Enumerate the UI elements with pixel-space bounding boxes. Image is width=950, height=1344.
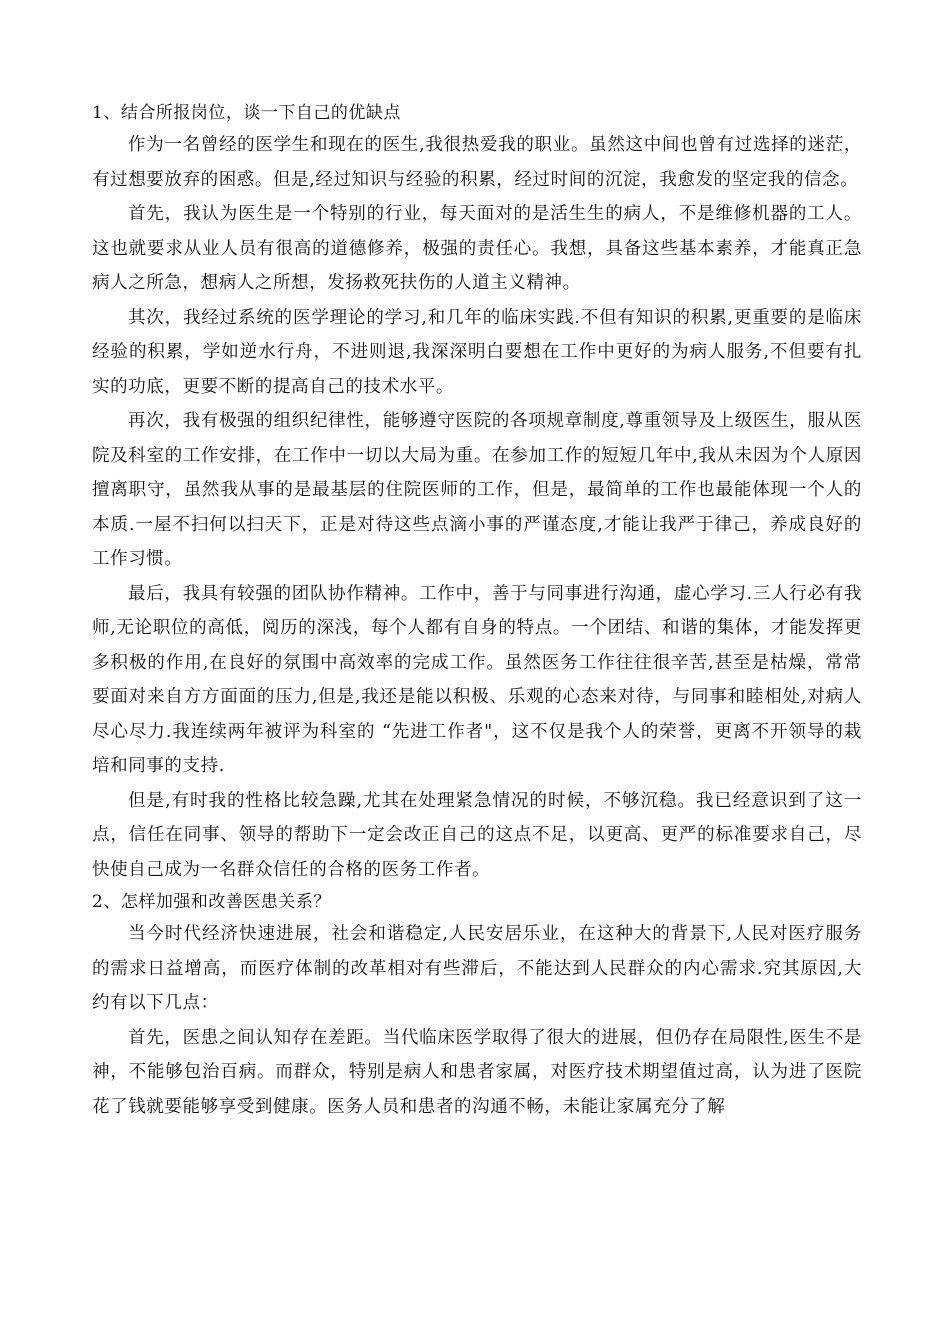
document-page [92, 98, 862, 1124]
paragraph: 作为一名曾经的医学生和现在的医生,我很热爱我的职业。虽然这中间也曾有过选择的迷茫，有过想要放弃的困惑。但是,经过知识与经验的积累，经过时间的沉淀，我愈发的坚定我的信念。 [92, 135, 862, 190]
paragraph: 首先，医患之间认知存在差距。当代临床医学取得了很大的进展，但仍存在局限性,医生不是神，不能够包治百病。而群众，特别是病人和患者家属，对医疗技术期望值过高，认为进了医院花了钱就要能够享受到健康。医务人员和患者的沟通不畅，未能让家属充分了解 [92, 1027, 862, 1117]
section-heading: 2、怎样加强和改善医患关系？ [92, 892, 331, 912]
paragraph: 当今时代经济快速进展，社会和谐稳定,人民安居乐业，在这种大的背景下,人民对医疗服务的需求日益增高，而医疗体制的改革相对有些滞后，不能达到人民群众的内心需求.究其原因,大约有以下几点： [92, 924, 862, 1013]
paragraph: 再次，我有极强的组织纪律性，能够遵守医院的各项规章制度,尊重领导及上级医生，服从医院及科室的工作安排，在工作中一切以大局为重。在参加工作的短短几年中,我从未因为个人原因擅离职守，虽然我从事的是最基层的住院医师的工作，但是，最简单的工作也最能体现一个人的本质.一屋不扫何以扫天下，正是对待这些点滴小事的严谨态度,才能让我严于律己，养成良好的工作习惯。 [92, 411, 862, 569]
paragraph: 最后，我具有较强的团队协作精神。工作中，善于与同事进行沟通，虚心学习.三人行必有我师,无论职位的高低，阅历的深浅，每个人都有自身的特点。一个团结、和谐的集体，才能发挥更多积极的作用,在良好的氛围中高效率的完成工作。虽然医务工作往往很辛苦,甚至是枯燥，常常要面对来自方方面面的压力,但是,我还是能以积极、乐观的心态来对待，与同事和睦相处,对病人尽心尽力.我连续两年被评为科室的 “先进工作者"，这不仅是我个人的荣誉，更离不开领导的栽培和同事的支持. [92, 583, 862, 776]
paragraph: 其次，我经过系统的医学理论的学习,和几年的临床实践.不但有知识的积累,更重要的是临床经验的积累，学如逆水行舟，不进则退,我深深明白要想在工作中更好的为病人服务,不但要有扎实的功底，更要不断的提高自己的技术水平。 [92, 307, 862, 397]
paragraph: 首先，我认为医生是一个特别的行业，每天面对的是活生生的病人，不是维修机器的工人。这也就要求从业人员有很高的道德修养，极强的责任心。我想，具备这些基本素养，才能真正急病人之所急，想病人之所想，发扬救死扶伤的人道主义精神。 [92, 204, 862, 293]
section-heading: 1、结合所报岗位，谈一下自己的优缺点 [92, 103, 401, 123]
paragraph: 但是,有时我的性格比较急躁,尤其在处理紧急情况的时候，不够沉稳。我已经意识到了这一点，信任在同事、领导的帮助下一定会改正自己的这点不足，以更高、更严的标准要求自己，尽快使自己成为一名群众信任的合格的医务工作者。 [92, 790, 862, 880]
